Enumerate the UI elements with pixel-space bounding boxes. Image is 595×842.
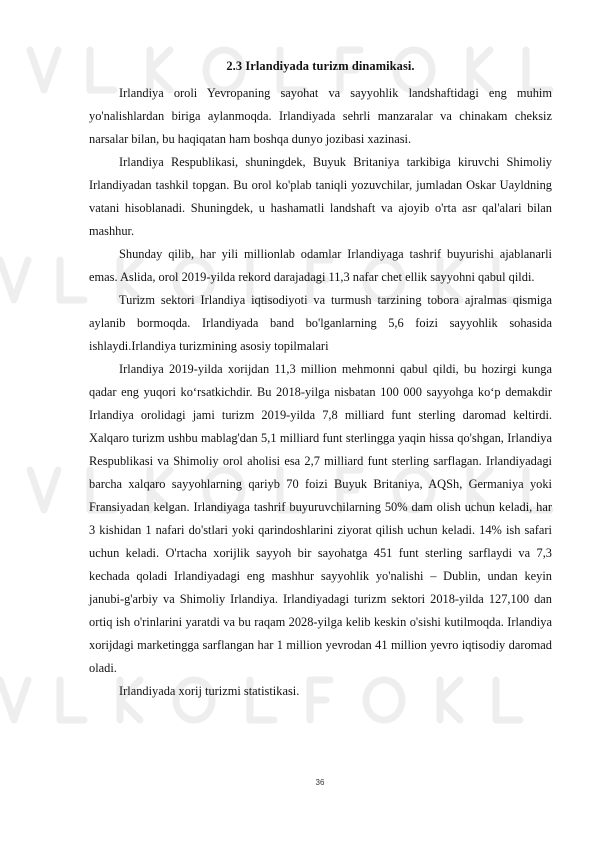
paragraph-republic: Irlandiya Respublikasi, shuningdek, Buyuk Britaniya tarkibiga kiruvchi Shimoliy Irlandiyadan tashkil topgan. Bu orol ko'plab taniqli yozuvchilar, jumladan Oskar Uayldning vatani hisoblanadi. Shuningdek, u hashamatli landshaft va ajoyib o'rta asr qal'alari bilan mashhur.: [89, 155, 552, 238]
paragraph-subheading: Irlandiyada xorij turizmi statistikasi.: [119, 684, 300, 698]
paragraph-statistics: Irlandiya 2019-yilda xorijdan 11,3 million mehmonni qabul qildi, bu hozirgi kunga qadar eng yuqori ko‘rsatkichdir. Bu 2018-yilga nisbatan 100 000 sayyohga ko‘p demakdir Irlandiya orolidagi jami turizm 2019-yilda 7,8 milliard funt sterling daromad keltirdi. Xalqaro turizm ushbu mablag'dan 5,1 milliard funt sterlingga yaqin hissa qo'shgan, Irlandiya Respublikasi va Shimoliy orol aholisi esa 2,7 milliard funt sterling sarflagan. Irlandiyadagi barcha xalqaro sayyohlarning qariyb 70 foizi Buyuk Britaniya, AQSh, Germaniya yoki Fransiyadan kelgan. Irlandiyaga tashrif buyuruvchilarning 50% dam olish uchun keladi, har 3 kishidan 1 nafari do'stlari yoki qarindoshlarini ziyorat qilish uchun keladi. 14% ish safari uchun keladi. O'rtacha xorijlik sayyoh bir sayohatga 451 funt sterling sarflaydi va 7,3 kechada qoladi Irlandiyadagi eng mashhur sayyohlik yo'nalishi – Dublin, undan keyin janubi-g'arbiy va Shimoliy Irlandiya. Irlandiyadagi turizm sektori 2018-yilda 127,100 dan ortiq ish o'rinlarini yaratdi va bu raqam 2028-yilga kelib keskin o'sishi kutilmoqda. Irlandiya xorijdagi marketingga sarflangan har 1 million yevrodan 41 million yevro iqtisodiy daromad oladi.: [89, 362, 552, 675]
paragraph-intro: Irlandiya oroli Yevropaning sayohat va sayyohlik landshaftidagi eng muhim yo'nalishlardan biriga aylanmoqda. Irlandiyada sehrli manzaralar va chinakam cheksiz narsalar bilan, bu haqiqatan ham boshqa dunyo jozibasi xazinasi.: [89, 86, 552, 146]
section-title: 2.3 Irlandiyada turizm dinamikasi.: [226, 59, 415, 73]
paragraph-visitors: Shunday qilib, har yili millionlab odamlar Irlandiyaga tashrif buyurishi ajablanarli emas. Aslida, orol 2019-yilda rekord darajadagi 11,3 nafar chet ellik sayyohni qabul qildi.: [89, 247, 552, 284]
page-number: 36: [315, 778, 325, 787]
document-body: [89, 55, 552, 703]
paragraph-economy: Turizm sektori Irlandiya iqtisodiyoti va turmush tarzining tobora ajralmas qismiga aylanib bormoqda. Irlandiyada band bo'lganlarning 5,6 foizi sayyohlik sohasida ishlaydi.Irlandiya turizmining asosiy topilmalari: [89, 293, 552, 353]
